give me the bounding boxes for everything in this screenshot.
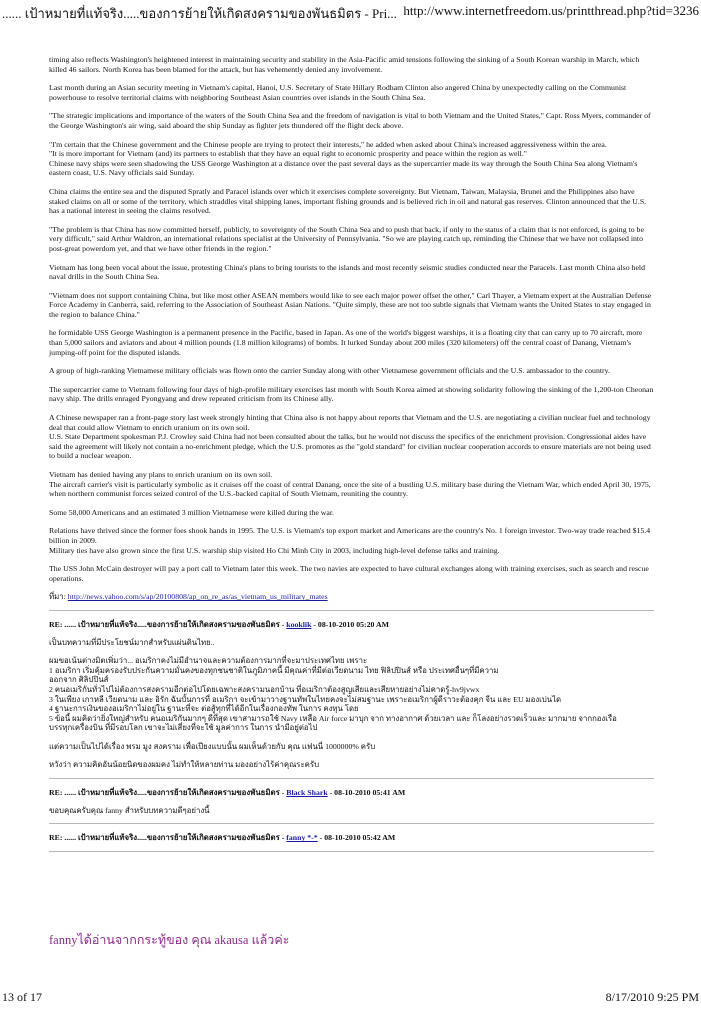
reply-text: 4 ฐานะการเงินของอเมริกาไม่อยู่ใน ฐานะที่จะ ต่อสู้ทุกที่ได้อีกในเรื่องกองทัพ ในการ คงทุน โดย — [49, 704, 359, 714]
post-divider — [49, 778, 654, 779]
reply-post — [49, 620, 654, 779]
page-number: 13 of 17 — [2, 990, 42, 1004]
article-text: Vietnam has long been vocal about the issue, protesting China's plans to bring tourists to the islands and most recently seismic studies conducted near the Paracels. Last month China also held naval drills in the South China Sea. — [49, 262, 645, 282]
article-text: A Chinese newspaper ran a front-page story last week strongly hinting that China also is not happy about reports that Vietnam and the U.S. are negotiating a civilian nuclear fuel and technology deal that could allow Vietnam to enrich uranium on its own soil. — [49, 413, 651, 432]
article-text: The USS John McCain destroyer will pay a port call to Vietnam later this week. The two navies are expected to have cultural exchanges along with training exercises, such as search and rescue operations. — [49, 564, 649, 583]
reply-text: แต่ความเป็นไปได้เรื่อง พรม มูง สงคราม เพื่อเปียงแบบนั้น ผมเห็นด้วยกับ คุณ แฟนนี่ 1000000% ครับ — [49, 741, 376, 751]
last-message: fannyได้อ่านจากกระทู้ของ คุณ akausa แล้วค่ะ — [49, 933, 290, 947]
reply-subject: RE: ...... เป้าหมายที่แท้จริง.....ของการย้ายให้เกิดสงครามของพันธมิตร - — [49, 619, 287, 629]
reply-list — [49, 620, 654, 852]
reply-text: เป็นบทความที่มีประโยชน์มากสำหรับแผ่นดินไทย.. — [49, 637, 215, 647]
article-text: he formidable USS George Washington is a permanent presence in the Pacific, based in Japan. As one of the world's biggest warships, it is a floating city that can carry up to 70 aircraft, more than 5,000 sailors and aviators and about 4 million pounds (1.8 million kilograms) of bombs. It lurked Sunday about 200 miles (320 kilometers) off the central coast of Danang, Vietnam's jumping-off point for the disputed islands. — [49, 328, 643, 357]
reply-subject: RE: ...... เป้าหมายที่แท้จริง.....ของการย้ายให้เกิดสงครามของพันธมิตร - — [49, 833, 287, 843]
reply-text: ออกจาก ศิลิปปินส์ — [49, 675, 109, 685]
reply-text: 5 ข้อนี้ ผมคิดว่ายิ่งใหญ่สำหรับ คนอเมริกันมากๆ ดีที่สุด เขาสามารถใช้ Navy เหลือ Air force มาบุก จาก ทางอากาศ ด้วยเวลา และ ก็โลงอย่างรวดเร็วและ มากมาย จากกองเรือ — [49, 713, 617, 723]
reply-text: 2 ฅนอเมริกันทั่วไปไม่ต้องการสงครามอีกต่อไปโดยเฉพาะสงครามนอกบ้าน ที่อเมริกาต้องสูญเสียและเสียหายอย่างไม่คาดรู้-hv9jvwx — [49, 684, 480, 694]
reply-date: - 08-10-2010 05:41 AM — [327, 788, 406, 798]
source-label: ที่มา: — [49, 592, 66, 602]
article-paragraph — [49, 187, 654, 216]
article-text: The supercarrier came to Vietnam following four days of high-profile military exercises last month with South Korea aimed at showing solidarity following the sinking of the 1,200-ton Cheonan navy ship. The drills enraged Pyongyang and drew repeated criticism from its Chinese ally. — [49, 384, 654, 404]
reply-text: ขอบคุณครับคุณ fanny สำหรับบทความดีๆอย่างนี้ — [49, 805, 210, 815]
article-text: "It is more important for Vietnam (and) its partners to establish that they have an equal right to economic prosperity and peace within the region as well." — [49, 149, 527, 159]
article-paragraph — [49, 508, 654, 518]
article-text: "I'm certain that the Chinese government and the Chinese people are trying to protect their interests," he added when asked about China's increased aggressiveness within the area. — [49, 139, 607, 149]
article-text: Military ties have also grown since the first U.S. warship ship visited Ho Chi Minh City in 2003, including high-level defense talks and training. — [49, 545, 500, 555]
reply-author-link[interactable]: kooklik — [286, 619, 312, 629]
source-link[interactable]: http://news.yahoo.com/s/ap/20100808/ap_on_re_as/as_vietnam_us_military_mates — [67, 592, 328, 602]
reply-header — [49, 788, 654, 798]
print-header — [0, 3, 701, 23]
article-paragraph — [49, 413, 654, 461]
reply-text: 3 ในเพียง เกาหลี เวียดนาม และ อิรัก ฉันบั้นการที่ อเมริกา จะเข้ามาวางฐานทัพในไทยคงจะไม่สมฐานะ เพราะอเมริกาผู้ดีราวะต้องคุก จีน และ EU มองเบ่นได — [49, 694, 562, 704]
article-paragraph — [49, 564, 654, 583]
article-paragraph — [49, 526, 654, 555]
article-paragraph — [49, 470, 654, 499]
article-paragraph — [49, 225, 654, 254]
reply-subject: RE: ...... เป้าหมายที่แท้จริง.....ของการย้ายให้เกิดสงครามของพันธมิตร - — [49, 788, 287, 798]
post-divider — [49, 610, 654, 611]
article-text: A group of high-ranking Vietnamese military officials was flown onto the carrier Sunday along with other Vietnamese government officials and the U.S. ambassador to the country. — [49, 366, 610, 376]
article-paragraph — [49, 366, 654, 376]
line-gap — [49, 733, 654, 742]
article-text: U.S. State Department spokesman P.J. Crowley said China had not been consulted about the talks, but he would not discuss the specifics of the enrichment provision. Congressional aides have said the agreement will likely not contain a no-enrichment pledge, which the U.S. promotes as the "gold standard" for civilian nuclear cooperation accords to ensure materials are not being used to build a nuclear weapon. — [49, 432, 651, 461]
article-paragraph — [49, 83, 654, 102]
article-text: China claims the entire sea and the disputed Spratly and Paracel islands over which it exercises complete sovereignty. But Vietnam, Taiwan, Malaysia, Brunei and the Philippines also have staked claims on all or some of the territory, which straddles vital shipping lanes, important fishing grounds and is believed rich in oil and natural gas reserves. Clinton announced that the U.S. has a national interest in seeing the claims resolved. — [49, 186, 647, 216]
article-text: Vietnam has denied having any plans to enrich uranium on its own soil. — [49, 470, 273, 479]
article-paragraph — [49, 111, 654, 130]
line-gap — [49, 751, 654, 760]
article-text: "The problem is that China has now committed herself, publicly, to sovereignty of the South China Sea and to push that back, if only to the status of a claim that is not enforced, is going to be very difficult," said Arthur Waldron, an international relations specialist at the University of Pennsylvania. "So we are playing catch up, reminding the Chinese that we have not collapsed into post-great powerdom yet, and that we have other friends in the region." — [49, 224, 644, 253]
article-text: Some 58,000 Americans and an estimated 3 million Vietnamese were killed during the war. — [49, 507, 334, 517]
line-gap — [49, 647, 654, 656]
article-paragraph — [49, 55, 654, 74]
reply-post — [49, 788, 654, 824]
article-text: "The strategic implications and importance of the waters of the South China Sea and the freedom of navigation is vital to both Vietnam and the United States," Capt. Ross Myers, commander of the George Washington's air wing, said aboard the ship Sunday as fighter jets thundered off the flight deck above. — [49, 111, 651, 130]
reply-body — [49, 806, 654, 816]
article-text: Last month during an Asian security meeting in Vietnam's capital, Hanoi, U.S. Secretary of State Hillary Rodham Clinton also angered China by unexpectedly calling on the Communist powerhouse to resolve territorial claims with neighboring Southeast Asian countries over islands in the South China Sea. — [49, 83, 627, 102]
article-paragraph — [49, 328, 654, 357]
article-text: "Vietnam does not support containing China, but like most other ASEAN members would like to see each major power offset the other," Carl Thayer, a Vietnam expert at the Australian Defense Force Academy in Canberra, said, referring to the Association of Southeast Asian Nations. "Quite simply, these are not too subtle signals that Vietnam wants the United States to stay engaged in the region to balance China." — [49, 290, 652, 319]
article-text: The aircraft carrier's visit is particularly symbolic as it cruises off the coast of central Danang, once the site of a bustling U.S. military base during the Vietnam War, which ended April 30, 1975, when northern communist forces seized control of the U.S.-backed capital of South Vietnam, reuniting the country. — [49, 479, 651, 499]
source-line — [49, 592, 654, 602]
reply-text: ผมขอเน้นต่างมิตเพิ่มว่า... อเมริกาคงไม่มีอำนาจและความต้องการมากที่จะมาประเทศไทย เพราะ — [49, 656, 368, 666]
reply-author-link[interactable]: fanny *-* — [286, 833, 318, 843]
article-text: Relations have thrived since the former foes shook hands in 1995. The U.S. is Vietnam's top export market and Americans are the country's No. 1 foreign investor. Two-way trade reached $15.4 billion in 2009. — [49, 526, 651, 545]
post-divider — [49, 823, 654, 824]
reply-date: - 08-10-2010 05:20 AM — [311, 619, 389, 629]
reply-date: - 08-10-2010 05:42 AM — [317, 833, 396, 843]
article-body — [49, 55, 654, 583]
article-paragraph — [49, 291, 654, 320]
reply-text: บรรทุกเครื่องบิน ที่มีรอบโลก เขาจะไม่เสี่ยงที่จะใช้ มูลค่าการ ในการ นำมีอยู่ต่อไป — [49, 723, 318, 733]
reply-header — [49, 620, 654, 630]
article-text: timing also reflects Washington's heightened interest in maintaining security and stability in the Asia-Pacific amid tensions following the sinking of a South Korean warship in March, which killed 46 sailors. North Korea has been blamed for the attack, but has vehemently denied any involvement. — [49, 55, 640, 74]
article-paragraph — [49, 263, 654, 282]
thread-content — [49, 55, 654, 852]
article-paragraph — [49, 385, 654, 404]
reply-text: หวังว่า ความคิดอันน้อยนิดของผมคง ไม่ทำให้หลายท่าน มองอย่างไร้ค่าคุณระครับ — [49, 760, 320, 770]
reply-body — [49, 638, 654, 771]
reply-author-link[interactable]: Black Shark — [286, 788, 328, 798]
article-paragraph — [49, 140, 654, 178]
article-text: Chinese navy ships were seen shadowing the USS George Washington at a distance over the past several days as the supercarrier made its way through the South China Sea along Vietnam's eastern coast, U.S. Navy officials said Sunday. — [49, 158, 638, 178]
page-url: http://www.internetfreedom.us/printthread.php?tid=3236 — [403, 3, 699, 18]
post-divider — [49, 851, 654, 852]
page-title: ...... เป้าหมายที่แท้จริง.....ของการย้ายให้เกิดสงครามของพันธมิตร - Pri... — [2, 6, 397, 21]
reply-header — [49, 833, 654, 843]
reply-text: 1 อเมริกา เริ่มคุ้มครองรับประกันความมั่นคงของทุกชนชาติในภูมิภาคนี้ มีคุณค่าที่มีต่อเวียดนาม ไทย ฟิลิปปินส์ หรือ ประเทศอื่นๆที่มีความ — [49, 665, 499, 675]
print-timestamp: 8/17/2010 9:25 PM — [605, 990, 699, 1004]
reply-post — [49, 833, 654, 852]
